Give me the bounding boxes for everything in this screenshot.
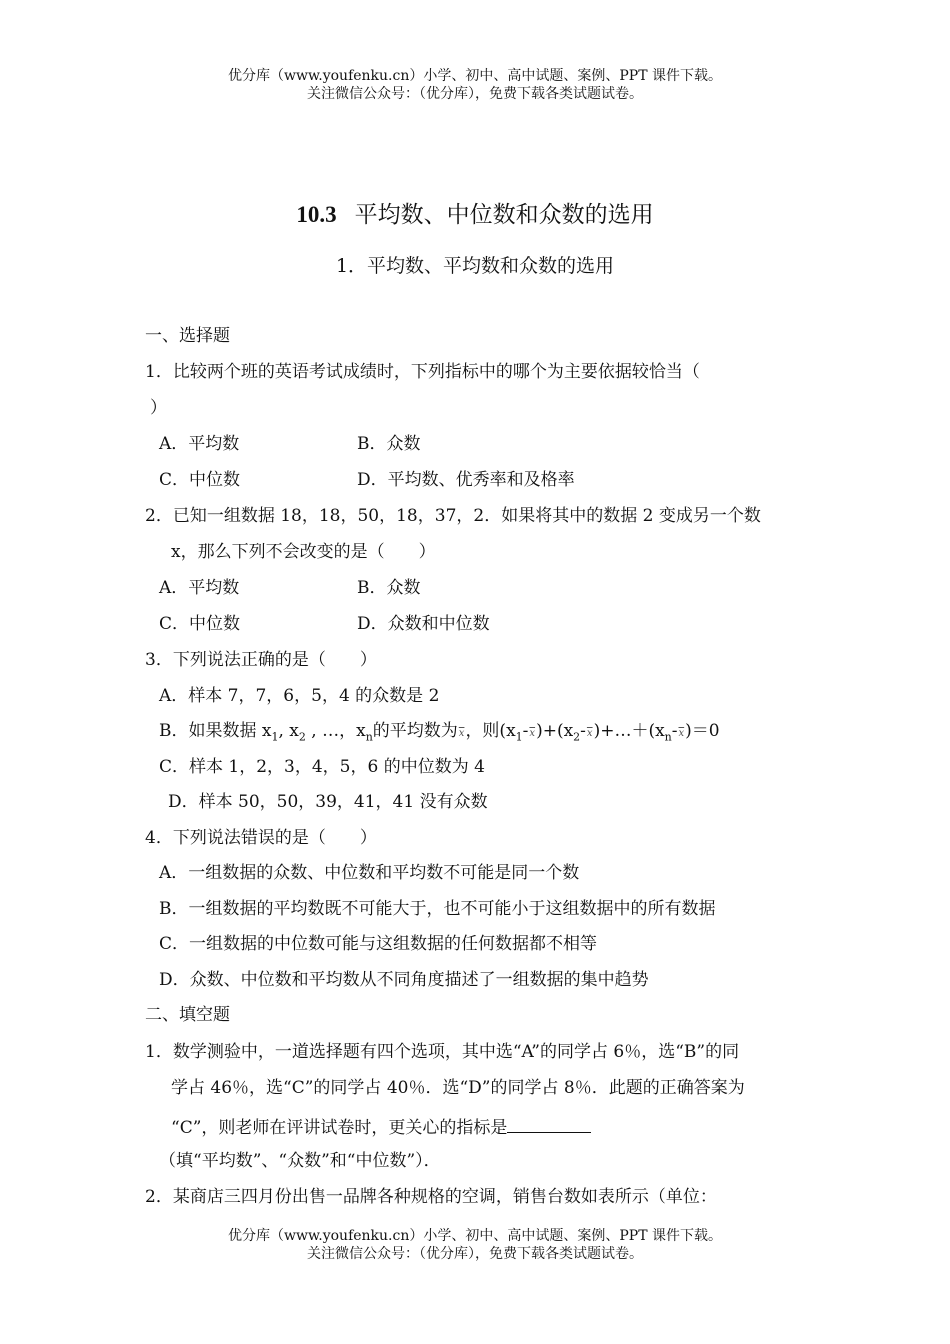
q3-b-minus-3: - <box>671 721 678 741</box>
x-bar-mean: $\overline{x}$ <box>458 728 465 739</box>
q1-option-b: B．众数 <box>357 434 421 454</box>
q3-b-text-5: )+(x <box>536 721 574 741</box>
f1-line-4: （填“平均数”、“众数”和“中位数”）． <box>159 1151 441 1171</box>
q1-option-a: A．平均数 <box>159 434 240 454</box>
q4-option-a: A．一组数据的众数、中位数和平均数不可能是同一个数 <box>159 863 580 883</box>
q3-b-sub-1: 1 <box>271 730 279 744</box>
q2-stem-cont: x，那么下列不会改变的是（ ） <box>171 542 436 562</box>
q4-stem: 4．下列说法错误的是（ ） <box>145 828 377 848</box>
q2-option-d: D．众数和中位数 <box>357 614 490 634</box>
q3-b-text-2: , …，x <box>305 721 366 741</box>
q1-options-row-2 <box>159 469 759 491</box>
page-title <box>0 196 950 229</box>
f2-line-1: 2．某商店三四月份出售一品牌各种规格的空调，销售台数如表所示（单位： <box>145 1187 717 1207</box>
section-heading-fill: 二、填空题 <box>145 1005 230 1025</box>
q3-b-sub-nb: n <box>664 730 672 744</box>
q3-b-prefix: B．如果数据 x <box>159 721 272 741</box>
q2-option-a: A．平均数 <box>159 578 240 598</box>
q2-options-row-1 <box>159 577 759 599</box>
title-number: 10.3 <box>296 202 337 227</box>
f1-line-2: 学占 46％，选“C”的同学占 40％．选“D”的同学占 8％．此题的正确答案为 <box>171 1078 745 1098</box>
x-bar-mean: $\overline{x}$ <box>586 728 593 739</box>
q2-option-b: B．众数 <box>357 578 421 598</box>
f1-line-3-text: “C”，则老师在评讲试卷时，更关心的指标是 <box>171 1118 508 1138</box>
footer-line-1: 优分库（www.youfenku.cn）小学、初中、高中试题、案例、PPT 课件下载。 <box>227 1228 722 1244</box>
q3-b-text-1: , x <box>278 721 299 741</box>
q4-option-d: D．众数、中位数和平均数从不同角度描述了一组数据的集中趋势 <box>159 970 649 990</box>
q1-option-d: D．平均数、优秀率和及格率 <box>357 470 575 490</box>
q4-option-b: B．一组数据的平均数既不可能大于，也不可能小于这组数据中的所有数据 <box>159 899 716 919</box>
q2-option-c: C．中位数 <box>159 614 241 634</box>
q3-b-text-3: 的平均数为 <box>372 721 458 741</box>
x-bar-mean: $\overline{x}$ <box>678 728 685 739</box>
q3-option-b <box>159 720 720 748</box>
section-heading-choice: 一、选择题 <box>145 326 230 346</box>
q3-stem: 3．下列说法正确的是（ ） <box>145 650 377 670</box>
header-line-2: 关注微信公众号：（优分库），免费下载各类试题试卷。 <box>307 86 643 102</box>
x-bar-mean: $\overline{x}$ <box>529 728 536 739</box>
q3-b-sub-2: 2 <box>298 730 306 744</box>
q3-b-minus-2: - <box>580 721 586 741</box>
q1-stem-cont: ） <box>150 398 167 418</box>
q3-b-text-4: ，则(x <box>465 721 516 741</box>
q3-b-sub-2b: 2 <box>573 730 581 744</box>
q1-options-row-1 <box>159 433 759 455</box>
q4-option-c: C．一组数据的中位数可能与这组数据的任何数据都不相等 <box>159 934 598 954</box>
header-line-1: 优分库（www.youfenku.cn）小学、初中、高中试题、案例、PPT 课件下载。 <box>227 68 722 84</box>
answer-blank[interactable] <box>507 1114 591 1133</box>
footer-line-2: 关注微信公众号：（优分库），免费下载各类试题试卷。 <box>307 1246 643 1262</box>
q1-stem: 1．比较两个班的英语考试成绩时，下列指标中的哪个为主要依据较恰当（ <box>145 362 700 382</box>
q3-option-a: A．样本 7，7，6，5，4 的众数是 2 <box>159 686 440 706</box>
q2-stem: 2．已知一组数据 18，18，50，18，37，2．如果将其中的数据 2 变成另一个数 <box>145 506 761 526</box>
q3-b-minus-1: - <box>522 721 529 741</box>
page-header <box>0 67 950 103</box>
q3-b-sub-1b: 1 <box>515 730 523 744</box>
title-text: 平均数、中位数和众数的选用 <box>354 202 654 228</box>
q3-b-sub-n: n <box>365 730 373 744</box>
q1-option-c: C．中位数 <box>159 470 241 490</box>
q3-b-end: )＝0 <box>685 721 720 741</box>
page-footer <box>0 1227 950 1263</box>
f1-line-3 <box>171 1114 591 1139</box>
q3-option-d: D．样本 50，50，39，41，41 没有众数 <box>168 792 488 812</box>
q3-option-c: C．样本 1，2，3，4，5，6 的中位数为 4 <box>159 757 485 777</box>
f1-line-1: 1．数学测验中，一道选择题有四个选项，其中选“A”的同学占 6％，选“B”的同 <box>145 1042 740 1062</box>
q3-b-text-6: )+…＋(x <box>593 721 665 741</box>
q2-options-row-2 <box>159 613 759 635</box>
page-subtitle: 1．平均数、平均数和众数的选用 <box>335 255 615 277</box>
